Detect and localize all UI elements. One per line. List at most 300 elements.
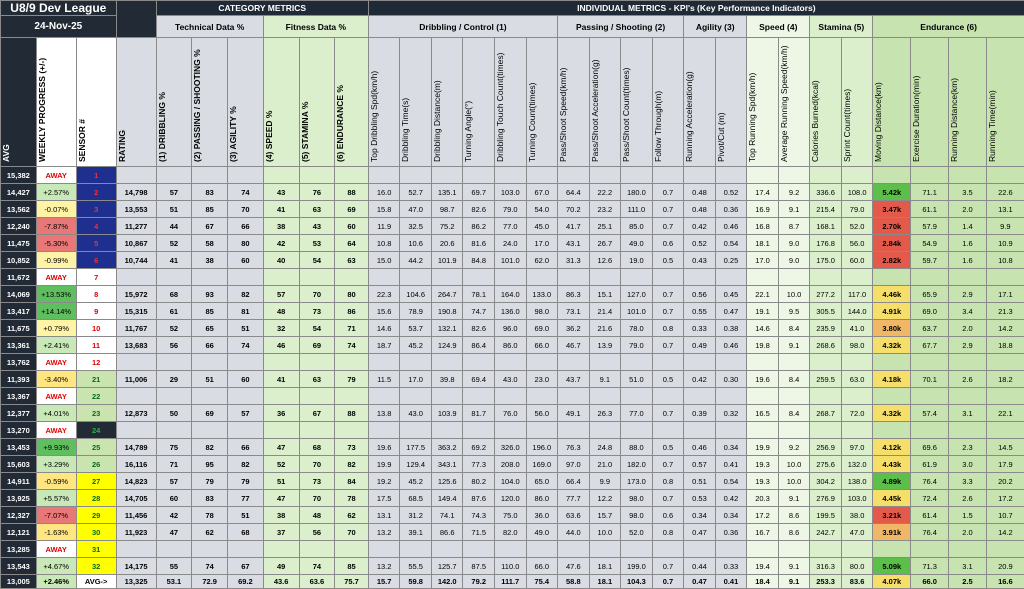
metric-cell: 49.1	[558, 405, 590, 422]
metric-cell: 0.54	[715, 473, 747, 490]
table-row	[1, 388, 1024, 405]
metric-cell: 61.4	[911, 507, 949, 524]
metric-cell: 80.0	[841, 558, 873, 575]
progress-cell: -7.87%	[36, 218, 76, 235]
metric-cell: 78.1	[463, 286, 495, 303]
metric-cell	[156, 388, 192, 405]
metric-cell	[156, 541, 192, 558]
metric-cell	[156, 422, 192, 439]
metric-cell: 0.42	[715, 490, 747, 507]
metric-cell	[589, 388, 621, 405]
progress-cell: +2.57%	[36, 184, 76, 201]
metric-cell	[263, 167, 299, 184]
metric-cell	[621, 167, 653, 184]
metric-cell: 103.9	[431, 405, 463, 422]
metric-cell: 47.0	[841, 524, 873, 541]
metric-cell: 180.0	[621, 184, 653, 201]
metric-cell: 22.1	[747, 286, 779, 303]
metric-cell: 268.7	[810, 405, 842, 422]
metric-cell	[495, 167, 527, 184]
metric-cell	[495, 422, 527, 439]
metric-cell: 68	[299, 439, 335, 456]
avg-cell: 13,762	[1, 354, 37, 371]
column-header-label: Running Distance(km)	[949, 38, 959, 166]
metric-cell: 63.6	[299, 575, 335, 589]
header-spacer	[116, 1, 156, 38]
metric-cell: 82.6	[463, 201, 495, 218]
metric-cell: 82	[228, 456, 264, 473]
rating-cell: 14,798	[116, 184, 156, 201]
metric-cell: 86.3	[558, 286, 590, 303]
metric-cell	[368, 354, 400, 371]
metric-cell: 38	[263, 218, 299, 235]
progress-cell: +13.53%	[36, 286, 76, 303]
metric-cell: 0.34	[715, 507, 747, 524]
metric-cell	[810, 388, 842, 405]
metric-cell: 44	[156, 218, 192, 235]
table-row	[1, 405, 1024, 422]
progress-cell: +5.57%	[36, 490, 76, 507]
metric-cell: 0.38	[715, 320, 747, 337]
column-header-label: RATING	[117, 38, 127, 166]
column-header-label: (3) AGILITY %	[228, 38, 238, 166]
metric-cell: 17.0	[400, 371, 432, 388]
table-row	[1, 337, 1024, 354]
metric-cell: 23.2	[589, 201, 621, 218]
avg-cell: 11,672	[1, 269, 37, 286]
metric-cell: 38.0	[841, 507, 873, 524]
metric-cell: 0.51	[684, 473, 716, 490]
metric-cell	[911, 422, 949, 439]
metric-cell	[558, 541, 590, 558]
metric-cell	[400, 354, 432, 371]
metric-cell	[911, 354, 949, 371]
rating-cell: 15,972	[116, 286, 156, 303]
metric-cell: 11.5	[368, 371, 400, 388]
metric-cell: 3.5	[949, 184, 987, 201]
column-header-label: Turning Count(times)	[527, 38, 537, 166]
metric-cell: 71	[335, 320, 369, 337]
metric-cell: 52	[156, 235, 192, 252]
metric-cell: 21.4	[589, 303, 621, 320]
metric-cell: 43.0	[400, 405, 432, 422]
metric-cell: 0.42	[684, 218, 716, 235]
sensor-cell: 11	[76, 337, 116, 354]
metric-cell: 78.0	[621, 320, 653, 337]
column-header-label: Running Acceleration(g)	[684, 38, 694, 166]
metric-cell	[873, 541, 911, 558]
metric-cell: 53	[299, 235, 335, 252]
metric-cell	[621, 541, 653, 558]
metric-cell: 10.0	[589, 524, 621, 541]
metric-cell: 86	[335, 303, 369, 320]
metric-cell: 74	[335, 337, 369, 354]
column-header	[1, 38, 37, 167]
avg-cell: 12,121	[1, 524, 37, 541]
metric-cell	[431, 388, 463, 405]
metric-cell	[949, 422, 987, 439]
metric-cell: 79	[192, 473, 228, 490]
metric-cell: 13.1	[368, 507, 400, 524]
metric-cell	[263, 422, 299, 439]
metric-cell: 4.91k	[873, 303, 911, 320]
column-header-label: AVG	[1, 38, 11, 166]
metric-cell: 208.0	[495, 456, 527, 473]
progress-cell: -0.07%	[36, 201, 76, 218]
metric-cell	[335, 354, 369, 371]
metric-cell: 177.5	[400, 439, 432, 456]
table-row	[1, 473, 1024, 490]
metric-cell: 13.9	[589, 337, 621, 354]
metric-cell: 39.8	[431, 371, 463, 388]
metric-cell: 16.5	[747, 405, 779, 422]
group-speed: Speed (4)	[747, 16, 810, 38]
metric-cell: 78.9	[400, 303, 432, 320]
metric-cell: 49.0	[621, 235, 653, 252]
metric-cell	[778, 541, 810, 558]
progress-cell: AWAY	[36, 354, 76, 371]
progress-cell: AWAY	[36, 167, 76, 184]
metric-cell: 98.0	[621, 490, 653, 507]
metric-cell	[495, 269, 527, 286]
metric-cell: 2.3	[949, 439, 987, 456]
metric-cell: 4.18k	[873, 371, 911, 388]
metric-cell: 3.1	[949, 405, 987, 422]
metric-cell: 45.2	[400, 337, 432, 354]
metric-cell: 20.9	[986, 558, 1024, 575]
metric-cell: 0.7	[652, 575, 684, 589]
metric-cell: 96.0	[495, 320, 527, 337]
metric-cell	[810, 167, 842, 184]
metric-cell: 46.7	[558, 337, 590, 354]
metric-cell: 0.7	[652, 337, 684, 354]
table-row	[1, 269, 1024, 286]
metric-cell	[747, 541, 779, 558]
metric-cell: 38	[263, 507, 299, 524]
metric-cell: 70.1	[911, 371, 949, 388]
metric-cell: 37	[263, 524, 299, 541]
metric-cell: 8.4	[778, 371, 810, 388]
metric-cell: 57.4	[911, 405, 949, 422]
metric-cell	[335, 167, 369, 184]
metric-cell	[263, 541, 299, 558]
table-row	[1, 184, 1024, 201]
column-header-label: Moving Distance(km)	[873, 38, 883, 166]
metric-cell: 82	[335, 456, 369, 473]
metric-cell: 4.32k	[873, 405, 911, 422]
metric-cell: 72.4	[911, 490, 949, 507]
metric-cell: 9.2	[778, 439, 810, 456]
metric-cell: 17.5	[368, 490, 400, 507]
rating-cell: 11,456	[116, 507, 156, 524]
metric-cell	[911, 388, 949, 405]
sensor-cell: 31	[76, 541, 116, 558]
metric-cell	[400, 167, 432, 184]
metric-cell: 10.0	[778, 456, 810, 473]
table-row	[1, 320, 1024, 337]
metric-cell: 52	[156, 320, 192, 337]
metric-cell: 0.52	[715, 184, 747, 201]
metric-cell: 101.9	[431, 252, 463, 269]
column-header	[873, 38, 911, 167]
metric-cell: 17.1	[986, 286, 1024, 303]
metric-cell: 19.8	[747, 337, 779, 354]
rating-cell	[116, 388, 156, 405]
metric-cell: 86.6	[431, 524, 463, 541]
metric-cell: 0.43	[684, 252, 716, 269]
sensor-cell: 2	[76, 184, 116, 201]
metric-cell	[873, 167, 911, 184]
metric-cell: 173.0	[621, 473, 653, 490]
metric-cell	[810, 422, 842, 439]
metric-cell: 0.57	[684, 456, 716, 473]
metric-cell: 86.2	[463, 218, 495, 235]
metric-cell	[299, 269, 335, 286]
metric-cell	[652, 388, 684, 405]
column-header	[810, 38, 842, 167]
metric-cell: 88	[335, 184, 369, 201]
metric-cell: 10.8	[368, 235, 400, 252]
metric-cell: 125.6	[431, 473, 463, 490]
metric-cell: 21.3	[986, 303, 1024, 320]
metric-cell: 103.0	[495, 184, 527, 201]
table-row	[1, 507, 1024, 524]
rating-cell	[116, 541, 156, 558]
metric-cell: 276.9	[810, 490, 842, 507]
column-header-label: Sprint Count(times)	[842, 38, 852, 166]
metric-cell: 74	[192, 558, 228, 575]
metric-cell: 74.1	[431, 507, 463, 524]
metric-cell: 259.5	[810, 371, 842, 388]
metric-cell: 58.8	[558, 575, 590, 589]
metric-cell: 51	[263, 473, 299, 490]
metric-cell	[747, 269, 779, 286]
metric-cell: 83.6	[841, 575, 873, 589]
metric-cell: 59.8	[400, 575, 432, 589]
metric-cell: 26.7	[589, 235, 621, 252]
metric-cell	[684, 422, 716, 439]
rating-cell	[116, 422, 156, 439]
metric-cell: 129.4	[400, 456, 432, 473]
metric-cell: 69.6	[911, 439, 949, 456]
metric-cell	[192, 167, 228, 184]
metric-cell: 15.8	[368, 201, 400, 218]
metric-cell: 77	[228, 490, 264, 507]
metric-cell: 0.7	[652, 303, 684, 320]
metric-cell: 1.6	[949, 252, 987, 269]
metric-cell: 215.4	[810, 201, 842, 218]
rating-cell: 11,006	[116, 371, 156, 388]
metric-cell: 79.0	[495, 201, 527, 218]
column-header-label: (6) ENDURANCE %	[335, 38, 345, 166]
metric-cell: 87.6	[463, 490, 495, 507]
individual-metrics-header: INDIVIDUAL METRICS - KPI's (Key Performance Indicators)	[368, 1, 1024, 16]
rating-cell: 11,767	[116, 320, 156, 337]
progress-cell: AWAY	[36, 269, 76, 286]
metric-cell: 85	[335, 558, 369, 575]
metric-cell: 77.0	[621, 405, 653, 422]
metric-cell	[684, 354, 716, 371]
metric-cell	[228, 388, 264, 405]
metric-cell: 43.1	[558, 235, 590, 252]
metric-cell	[463, 354, 495, 371]
metric-cell	[911, 269, 949, 286]
metric-cell: 16.0	[368, 184, 400, 201]
metric-cell: 8.4	[778, 405, 810, 422]
metric-cell: 31.2	[400, 507, 432, 524]
metric-cell: 47	[156, 524, 192, 541]
metric-cell: 4.46k	[873, 286, 911, 303]
metric-cell: 277.2	[810, 286, 842, 303]
metric-cell: 18.4	[747, 575, 779, 589]
metric-cell: 132.0	[841, 456, 873, 473]
column-header-label: (4) SPEED %	[264, 38, 274, 166]
metric-cell: 101.0	[621, 303, 653, 320]
table-row	[1, 541, 1024, 558]
metric-cell: 9.9	[986, 218, 1024, 235]
metric-cell: 45.0	[526, 218, 558, 235]
column-header	[263, 38, 299, 167]
metric-cell: 2.9	[949, 286, 987, 303]
column-header	[228, 38, 264, 167]
metric-cell: 43	[299, 218, 335, 235]
metric-cell: 110.0	[495, 558, 527, 575]
column-header	[76, 38, 116, 167]
metric-cell: 59.7	[911, 252, 949, 269]
column-header	[368, 38, 400, 167]
metric-cell: 18.2	[986, 371, 1024, 388]
metric-cell: 51.0	[621, 371, 653, 388]
metric-cell: 17.0	[526, 235, 558, 252]
metric-cell: 98.0	[621, 507, 653, 524]
metric-cell	[986, 422, 1024, 439]
column-header	[116, 38, 156, 167]
metric-cell: 39.1	[400, 524, 432, 541]
metric-cell: 29	[156, 371, 192, 388]
metric-cell: 0.39	[684, 405, 716, 422]
metric-cell: 0.7	[652, 456, 684, 473]
metric-cell: 19.6	[368, 439, 400, 456]
metric-cell	[192, 541, 228, 558]
metric-cell: 46	[263, 337, 299, 354]
metric-cell: 0.7	[652, 201, 684, 218]
metric-cell: 0.45	[715, 286, 747, 303]
metric-cell: 32	[263, 320, 299, 337]
metric-cell: 75	[156, 439, 192, 456]
progress-cell: -1.63%	[36, 524, 76, 541]
metric-cell: 87.5	[463, 558, 495, 575]
metric-cell: 60	[156, 490, 192, 507]
avg-cell: 13,367	[1, 388, 37, 405]
progress-cell: -3.40%	[36, 371, 76, 388]
metric-cell: 2.84k	[873, 235, 911, 252]
metric-cell: 41.0	[841, 320, 873, 337]
metric-cell: 36.2	[558, 320, 590, 337]
metric-cell	[986, 541, 1024, 558]
metric-cell: 2.6	[949, 490, 987, 507]
table-row	[1, 490, 1024, 507]
metric-cell: 76.3	[558, 439, 590, 456]
metric-cell: 2.5	[949, 575, 987, 589]
metric-cell: 8.4	[778, 320, 810, 337]
metric-cell	[778, 269, 810, 286]
metric-cell: 57.9	[911, 218, 949, 235]
metric-cell: 13.2	[368, 558, 400, 575]
metric-cell: 0.33	[715, 558, 747, 575]
column-header-label: Pass/Shoot Speed(km/h)	[558, 38, 568, 166]
metric-cell	[747, 388, 779, 405]
metric-cell: 77.3	[463, 456, 495, 473]
column-header-label: Calories Burned(kcal)	[810, 38, 820, 166]
metric-cell	[810, 354, 842, 371]
metric-cell: 3.3	[949, 473, 987, 490]
metric-cell	[684, 541, 716, 558]
progress-cell: +4.01%	[36, 405, 76, 422]
column-header	[463, 38, 495, 167]
avg-cell: 11,393	[1, 371, 37, 388]
metric-cell: 0.6	[652, 507, 684, 524]
metric-cell: 75.4	[526, 575, 558, 589]
metric-cell: 10.8	[986, 252, 1024, 269]
metric-cell: 76.4	[911, 473, 949, 490]
metric-cell	[652, 422, 684, 439]
metric-cell: 16.6	[986, 575, 1024, 589]
table-row	[1, 218, 1024, 235]
metric-cell	[299, 388, 335, 405]
metric-cell: 4.45k	[873, 490, 911, 507]
avg-cell: 10,852	[1, 252, 37, 269]
rating-cell: 12,873	[116, 405, 156, 422]
avg-cell: 13,417	[1, 303, 37, 320]
metric-cell	[400, 541, 432, 558]
category-metrics-header: CATEGORY METRICS	[156, 1, 368, 16]
metric-cell: 132.1	[431, 320, 463, 337]
metric-cell: 2.0	[949, 320, 987, 337]
metric-cell	[986, 269, 1024, 286]
metric-cell: 0.7	[652, 218, 684, 235]
metric-cell: 0.48	[684, 184, 716, 201]
column-header-label: SENSOR #	[77, 38, 87, 166]
metric-cell: 53.7	[400, 320, 432, 337]
metric-cell	[263, 388, 299, 405]
report-date: 24-Nov-25	[1, 16, 117, 38]
avg-cell: 12,240	[1, 218, 37, 235]
sensor-cell: 3	[76, 201, 116, 218]
metric-cell: 52.0	[621, 524, 653, 541]
metric-cell: 72.9	[192, 575, 228, 589]
avg-cell: 13,543	[1, 558, 37, 575]
metric-cell: 70	[299, 456, 335, 473]
metric-cell: 3.4	[949, 303, 987, 320]
metric-cell: 22.6	[986, 184, 1024, 201]
column-header-label: Exercise Duration(min)	[911, 38, 921, 166]
metric-cell	[621, 354, 653, 371]
metric-cell: 10.0	[778, 286, 810, 303]
metric-cell: 9.1	[778, 490, 810, 507]
metric-cell: 86.0	[495, 337, 527, 354]
metric-cell	[810, 269, 842, 286]
rating-cell: 15,315	[116, 303, 156, 320]
column-header	[400, 38, 432, 167]
metric-cell	[400, 269, 432, 286]
metric-cell	[431, 422, 463, 439]
metric-cell: 83	[192, 184, 228, 201]
group-tech: Technical Data %	[156, 16, 263, 38]
metric-cell: 0.52	[684, 235, 716, 252]
metric-cell	[621, 269, 653, 286]
avg-cell: 14,069	[1, 286, 37, 303]
column-header-label: (5) STAMINA %	[300, 38, 310, 166]
